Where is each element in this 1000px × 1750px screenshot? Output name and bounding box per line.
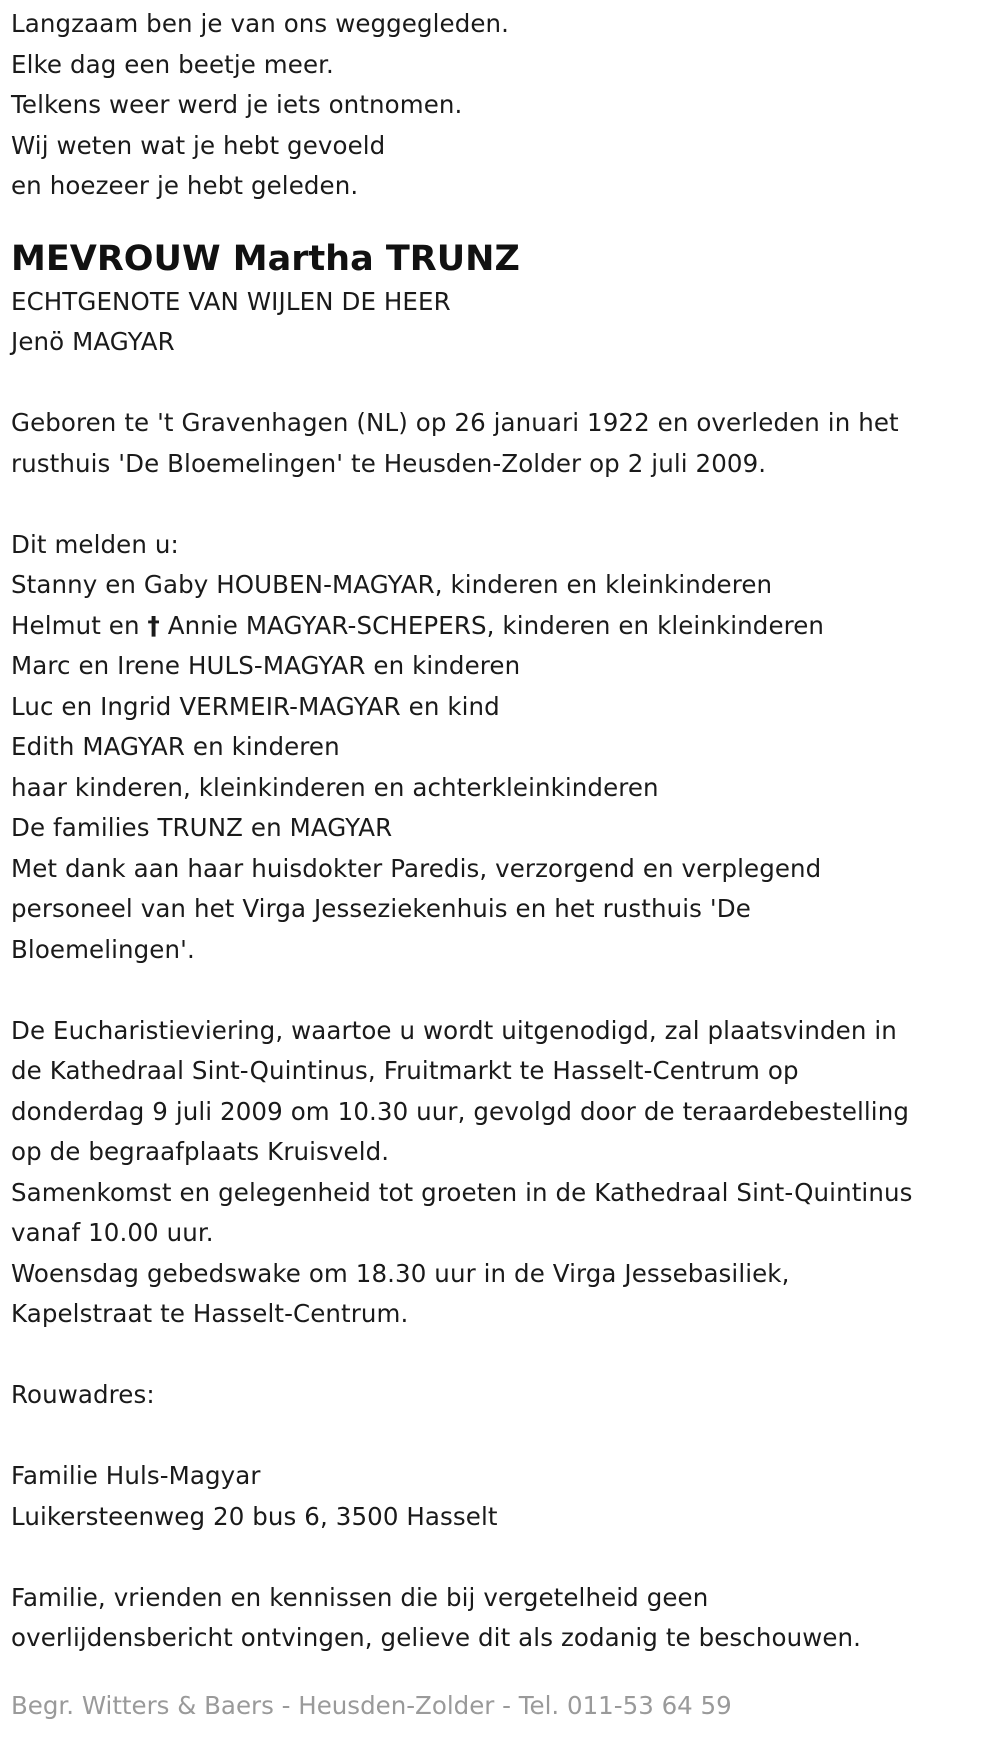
poem-line: en hoezeer je hebt geleden. bbox=[11, 171, 359, 200]
deceased-spouse: Jenö MAGYAR bbox=[11, 327, 175, 356]
ceremony-line: op de begraafplaats Kruisveld. bbox=[11, 1137, 390, 1166]
ceremony-line: de Kathedraal Sint-Quintinus, Fruitmarkt te Hasselt-Centrum op bbox=[11, 1056, 799, 1085]
acknowledgement-line: Met dank aan haar huisdokter Paredis, verzorgend en verplegend bbox=[11, 853, 822, 883]
notice-line: Familie, vrienden en kennissen die bij vergetelheid geen bbox=[11, 1582, 709, 1612]
mourners-list bbox=[11, 525, 991, 971]
poem-line: Langzaam ben je van ons weggegleden. bbox=[11, 9, 510, 38]
obituary-document bbox=[11, 0, 991, 1726]
cross-icon: † bbox=[147, 610, 160, 640]
mourner-line: Stanny en Gaby HOUBEN-MAGYAR, kinderen en kleinkinderen bbox=[11, 570, 773, 599]
ceremony-line: donderdag 9 juli 2009 om 10.30 uur, gevolgd door de teraardebestelling bbox=[11, 1096, 909, 1126]
spacer bbox=[11, 1537, 991, 1578]
mourner-text: Helmut en bbox=[11, 610, 148, 640]
acknowledgement-line: personeel van het Virga Jesseziekenhuis en het rusthuis 'De bbox=[11, 894, 751, 923]
spacer bbox=[11, 484, 991, 525]
mourner-text: Annie MAGYAR-SCHEPERS, kinderen en kleinkinderen bbox=[159, 610, 825, 640]
deceased-name: MEVROUW Martha TRUNZ bbox=[11, 238, 520, 279]
mourner-line: Marc en Irene HULS-MAGYAR en kinderen bbox=[11, 651, 521, 680]
ceremony-line: De Eucharistieviering, waartoe u wordt uitgenodigd, zal plaatsvinden in bbox=[11, 1015, 897, 1045]
spacer bbox=[11, 1416, 991, 1457]
ceremony-line: Kapelstraat te Hasselt-Centrum. bbox=[11, 1299, 409, 1328]
mourner-line: Edith MAGYAR en kinderen bbox=[11, 732, 340, 761]
paragraph-line: rusthuis 'De Bloemelingen' te Heusden-Zolder op 2 juli 2009. bbox=[11, 448, 767, 478]
poem bbox=[11, 4, 991, 207]
ceremony-paragraph bbox=[11, 1011, 991, 1335]
spacer bbox=[11, 363, 991, 404]
mourner-line: De families TRUNZ en MAGYAR bbox=[11, 813, 393, 842]
ceremony-line: Woensdag gebedswake om 18.30 uur in de Virga Jessebasiliek, bbox=[11, 1258, 790, 1288]
notice-line: overlijdensbericht ontvingen, gelieve dit als zodanig te beschouwen. bbox=[11, 1623, 862, 1652]
funeral-director-footer: Begr. Witters & Baers - Heusden-Zolder - Tel. 011-53 64 59 bbox=[11, 1690, 732, 1720]
mourner-line: haar kinderen, kleinkinderen en achterkleinkinderen bbox=[11, 772, 659, 802]
spacer bbox=[11, 970, 991, 1011]
poem-line: Telkens weer werd je iets ontnomen. bbox=[11, 90, 463, 119]
ceremony-line: vanaf 10.00 uur. bbox=[11, 1218, 214, 1247]
ceremony-line: Samenkomst en gelegenheid tot groeten in de Kathedraal Sint-Quintinus bbox=[11, 1177, 913, 1207]
poem-line: Elke dag een beetje meer. bbox=[11, 49, 334, 79]
spacer bbox=[11, 1335, 991, 1376]
mourning-address-street: Luikersteenweg 20 bus 6, 3500 Hasselt bbox=[11, 1501, 498, 1531]
deceased-relation: ECHTGENOTE VAN WIJLEN DE HEER bbox=[11, 286, 451, 316]
mourner-line bbox=[11, 606, 991, 647]
mourning-address bbox=[11, 1456, 991, 1537]
mourners-intro: Dit melden u: bbox=[11, 529, 179, 559]
birth-death-paragraph bbox=[11, 403, 991, 484]
mourner-line: Luc en Ingrid VERMEIR-MAGYAR en kind bbox=[11, 691, 500, 721]
acknowledgement-line: Bloemelingen'. bbox=[11, 934, 195, 964]
poem-line: Wij weten wat je hebt gevoeld bbox=[11, 130, 386, 160]
paragraph-line: Geboren te 't Gravenhagen (NL) op 26 januari 1922 en overleden in het bbox=[11, 408, 899, 437]
notice-paragraph bbox=[11, 1578, 991, 1659]
mourning-address-label: Rouwadres: bbox=[11, 1380, 155, 1409]
mourning-address-name: Familie Huls-Magyar bbox=[11, 1461, 261, 1490]
